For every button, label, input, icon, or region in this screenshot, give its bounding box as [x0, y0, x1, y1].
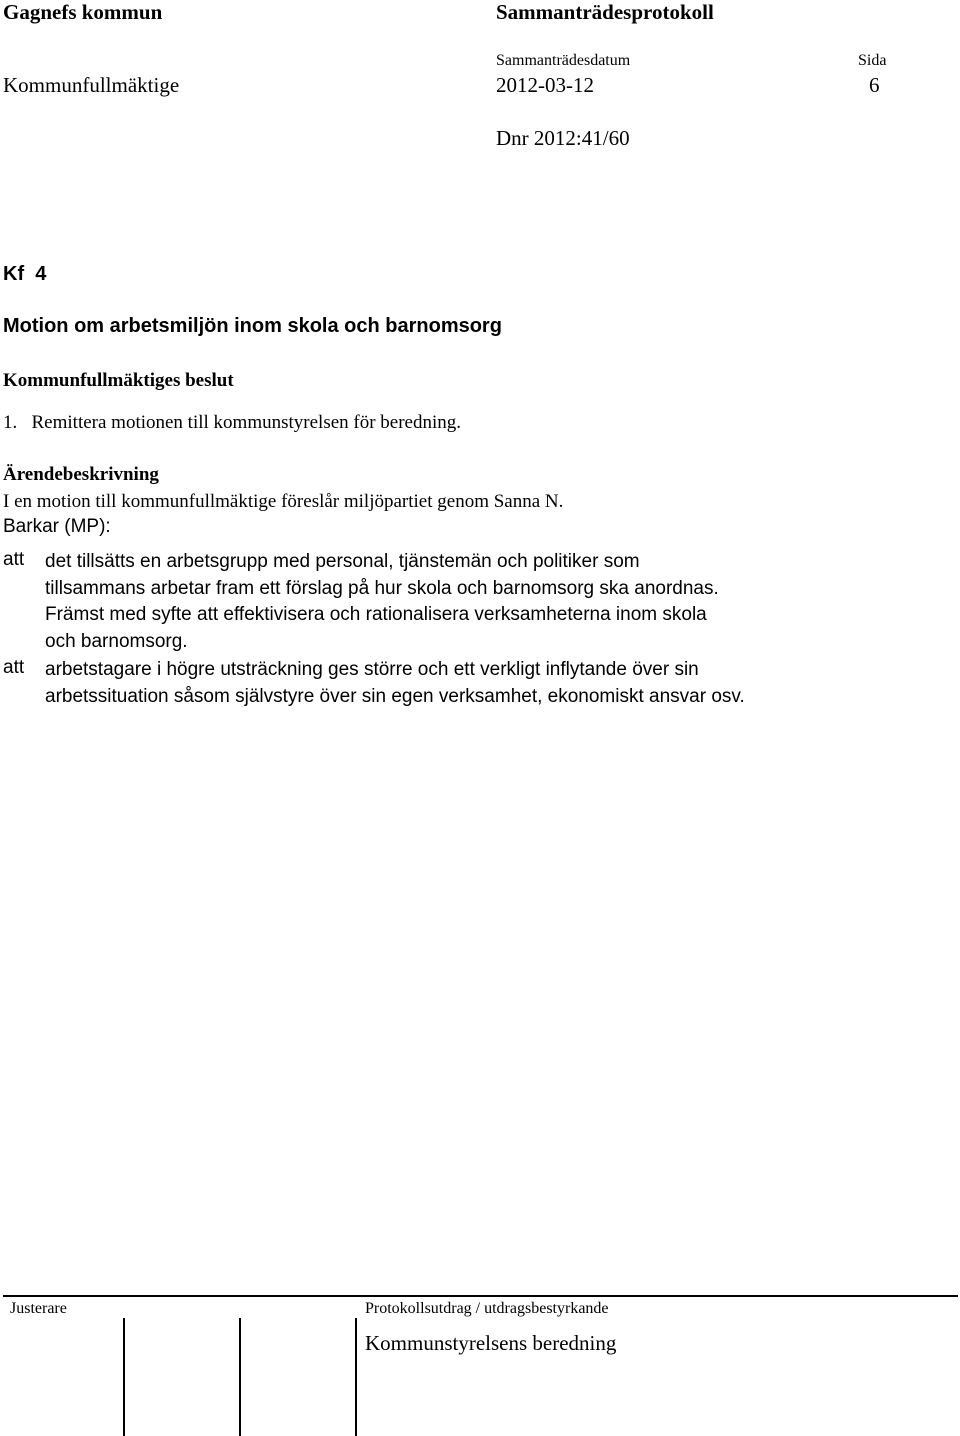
section-title: Motion om arbetsmiljön inom skola och barnomsorg [3, 315, 502, 337]
page-label: Sida [858, 52, 887, 69]
justerare-label: Justerare [10, 1300, 67, 1317]
extract-value: Kommunstyrelsens beredning [365, 1331, 617, 1355]
att-marker: att [3, 549, 25, 570]
att-item [3, 549, 953, 655]
meeting-date: 2012-03-12 [496, 73, 594, 97]
intro-line-2: Barkar (MP): [3, 516, 111, 537]
body-name: Kommunfullmäktige [3, 73, 180, 97]
page-number: 6 [869, 73, 880, 97]
justerare-divider-1 [123, 1318, 125, 1436]
meeting-date-label: Sammanträdesdatum [496, 52, 631, 69]
section-number: Kf 4 [3, 263, 47, 285]
att-item-text: det tillsätts en arbetsgrupp med personal, tjänstemän och politiker som tillsammans arbetar fram ett förslag på hur skola och barnomsorg ska anordnas. Främst med syfte att effektivisera och rationalisera verksamheterna inom skola och barnomsorg. [45, 551, 719, 652]
document-type: Sammanträdesprotokoll [496, 0, 714, 24]
justerare-divider-2 [239, 1318, 241, 1436]
justerare-divider-3 [355, 1318, 357, 1436]
footer-rule [3, 1295, 958, 1297]
att-item [3, 657, 953, 710]
decision-heading: Kommunfullmäktiges beslut [3, 370, 234, 391]
description-heading: Ärendebeskrivning [3, 464, 159, 485]
intro-line-1: I en motion till kommunfullmäktige föreslår miljöpartiet genom Sanna N. [3, 491, 564, 512]
extract-label: Protokollsutdrag / utdragsbestyrkande [365, 1300, 609, 1317]
att-item-text: arbetstagare i högre utsträckning ges större och ett verkligt inflytande över sin arbetssituation såsom självstyre över sin egen verksamhet, ekonomiskt ansvar osv. [45, 659, 745, 707]
organization-name: Gagnefs kommun [3, 0, 163, 24]
att-marker: att [3, 657, 25, 678]
att-list [3, 549, 953, 710]
diary-number: Dnr 2012:41/60 [496, 126, 630, 150]
decision-item: 1. Remittera motionen till kommunstyrelsen för beredning. [3, 412, 462, 433]
